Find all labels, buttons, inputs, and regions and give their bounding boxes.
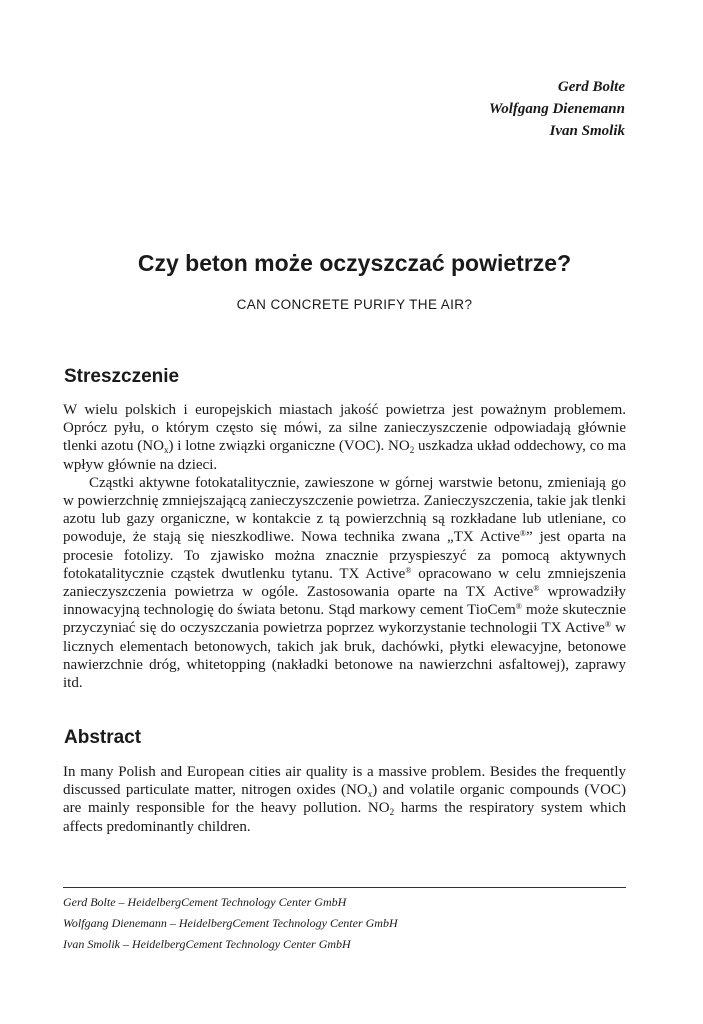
author-list [489,76,625,142]
footnote: Ivan Smolik – HeidelbergCement Technology Center GmbH [63,937,351,951]
footnote: Wolfgang Dienemann – HeidelbergCement Technology Center GmbH [63,916,398,930]
abstract-body [63,763,626,836]
section-heading-streszczenie: Streszczenie [64,366,180,387]
paper-title: Czy beton może oczyszczać powietrze? [137,250,572,276]
footnote: Gerd Bolte – HeidelbergCement Technology Center GmbH [63,895,347,909]
footnote-divider [63,887,626,888]
paragraph: W wielu polskich i europejskich miastach jakość powietrza jest poważnym problemem. Oprócz pyłu, o którym często się mówi, za silne zanieczyszczenie odpowiadają głównie tlenki azotu $(NO_x)$ i lotne związki organiczne (VOC). $NO_2$ uszkadza układ oddechowy, co ma wpływ głównie na dzieci. [63,402,626,473]
author-name: Gerd Bolte [557,79,625,95]
paragraph: Cząstki aktywne fotokatalitycznie, zawieszone w górnej warstwie betonu, zmieniają go w powierzchnię zmniejszającą zanieczyszczenie powietrza. Zanieczyszczenia, takie jak tlenki azotu lub gazy organiczne, w kontakcie z tą powierzchnią są rozkładane lub utleniane, co powoduje, że stają się nieszkodliwe. Nowa technika zwana „TX Active®” jest oparta na procesie fotolizy. To zjawisko można znacznie przyspieszyć za pomocą aktywnych fotokatalitycznie cząstek dwutlenku tytanu. TX Active® opracowano w celu zmniejszenia zanieczyszczenia powietrza w ogóle. Zastosowania oparte na TX Active® wprowadziły innowacyjną technologię do świata betonu. Stąd markowy cement TioCem® może skutecznie przyczyniać się do oczyszczania powietrza poprzez wykorzystanie technologii TX Active® w licznych elementach betonowych, takich jak bruk, dachówki, płytki elewacyjne, betonowe nawierzchnie dróg, whitetopping (nakładki betonowe na nawierzchni asfaltowej), zaprawy itd. [63,474,627,692]
streszczenie-body [63,401,626,692]
author-name: Ivan Smolik [549,123,625,139]
section-heading-abstract: Abstract [64,727,142,748]
footnotes [63,892,398,955]
author-name: Wolfgang Dienemann [489,101,625,117]
paragraph: In many Polish and European cities air quality is a massive problem. Besides the frequently discussed particulate matter, nitrogen oxides $(NO_x)$ and volatile organic compounds (VOC) are mainly responsible for the heavy pollution. $NO_2$ harms the respiratory system which affects predominantly children. [63,764,627,835]
paper-subtitle: CAN CONCRETE PURIFY THE AIR? [236,297,473,312]
